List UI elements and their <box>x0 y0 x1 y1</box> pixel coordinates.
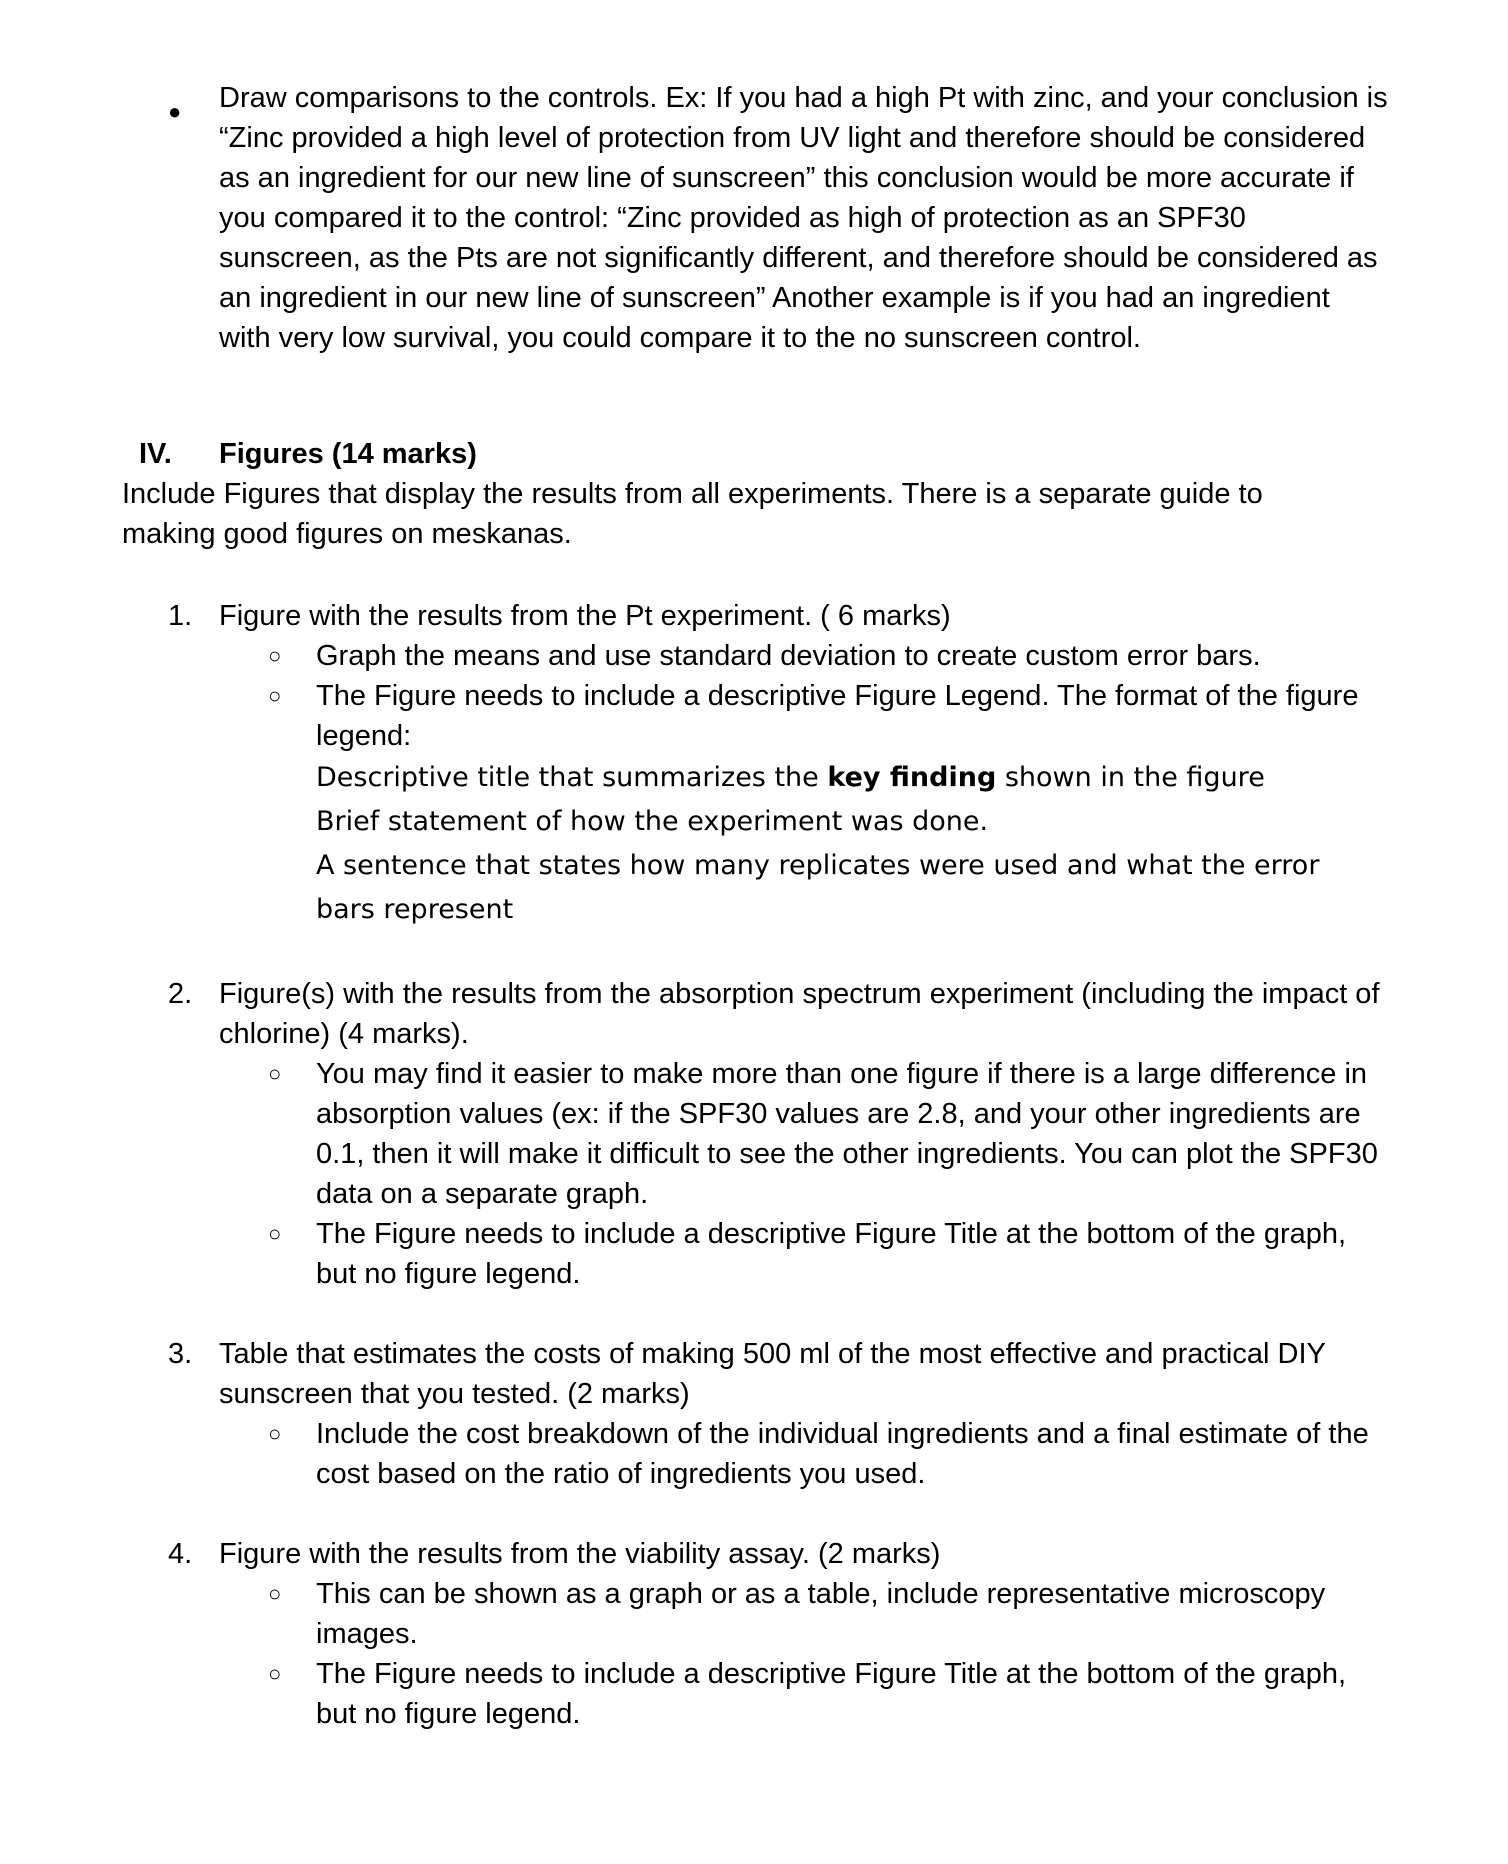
legend-format-line: A sentence that states how many replicates were used and what the error bars represent <box>316 850 1320 925</box>
bullet-paragraph: Draw comparisons to the controls. Ex: If you had a high Pt with zinc, and your conclusion is “Zinc provided a high level of protection from UV light and therefore should be considered as an ingredient for our new line of sunscreen” this conclusion would be more accurate if you compared it to the control: “Zinc provided as high of protection as an SPF30 sunscreen, as the Pts are not significantly different, and therefore should be considered as an ingredient in our new line of sunscreen” Another example is if you had an ingredient with very low survival, you could compare it to the no sunscreen control. <box>219 82 1388 354</box>
sub-bullet-text: The Figure needs to include a descriptive Figure Title at the bottom of the graph, but no figure legend. <box>316 1658 1347 1730</box>
item-number: 3. <box>168 1338 193 1370</box>
sub-bullet-marker: ○ <box>268 1421 282 1446</box>
sub-bullet-marker: ○ <box>268 643 282 668</box>
item-number: 2. <box>168 978 193 1010</box>
sub-bullet-text: The Figure needs to include a descriptive Figure Title at the bottom of the graph, but no figure legend. <box>316 1218 1347 1290</box>
legend-format <box>316 756 1386 932</box>
sub-bullet-text: The Figure needs to include a descriptive Figure Legend. The format of the figure legend: <box>316 680 1359 752</box>
sub-bullet-marker: ○ <box>268 683 282 708</box>
sub-bullet-text: Graph the means and use standard deviation to create custom error bars. <box>316 640 1261 672</box>
sub-bullet-marker: ○ <box>268 1581 282 1606</box>
sub-bullet-text: Include the cost breakdown of the individual ingredients and a final estimate of the cost based on the ratio of ingredients you used. <box>316 1418 1369 1490</box>
item-number: 4. <box>168 1538 193 1570</box>
key-finding-emphasis: key finding <box>827 762 997 793</box>
bullet-marker: ● <box>168 99 182 124</box>
item-text: Table that estimates the costs of making 500 ml of the most effective and practical DIY sunscreen that you tested. (2 marks) <box>219 1338 1326 1410</box>
section-title: Figures (14 marks) <box>219 438 477 470</box>
sub-bullet-marker: ○ <box>268 1221 282 1246</box>
item-number: 1. <box>168 600 193 632</box>
sub-bullet-marker: ○ <box>268 1061 282 1086</box>
item-text: Figure(s) with the results from the absorption spectrum experiment (including the impact of chlorine) (4 marks). <box>219 978 1380 1050</box>
legend-format-line: Brief statement of how the experiment was done. <box>316 806 989 837</box>
section-numeral: IV. <box>139 438 172 470</box>
sub-bullet-text: You may find it easier to make more than one figure if there is a large difference in absorption values (ex: if the SPF30 values are 2.8, and your other ingredients are 0.1, then it will make it difficult to see the other ingredients. You can plot the SPF30 data on a separate graph. <box>316 1058 1378 1210</box>
item-text: Figure with the results from the viability assay. (2 marks) <box>219 1538 941 1570</box>
sub-bullet-marker: ○ <box>268 1661 282 1686</box>
item-text: Figure with the results from the Pt experiment. ( 6 marks) <box>219 600 951 632</box>
section-intro: Include Figures that display the results from all experiments. There is a separate guide to making good figures on meskanas. <box>122 478 1263 550</box>
sub-bullet-text: This can be shown as a graph or as a table, include representative microscopy images. <box>316 1578 1326 1650</box>
legend-format-line: Descriptive title that summarizes the key finding shown in the figure <box>316 762 1265 793</box>
